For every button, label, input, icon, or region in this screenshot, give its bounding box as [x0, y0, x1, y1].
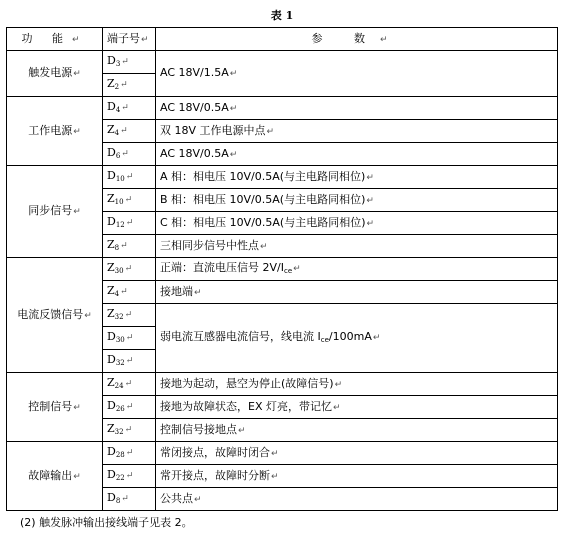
- paragraph-mark: ↵: [332, 402, 341, 413]
- param-cell: [156, 235, 558, 258]
- terminal-letter: Z: [107, 122, 115, 136]
- param-text: 公共点: [160, 491, 193, 505]
- terminal-cell: [103, 304, 156, 327]
- paragraph-mark: ↵: [125, 355, 134, 366]
- terminal-letter: Z: [107, 76, 115, 90]
- terminal-number: 4: [114, 128, 120, 137]
- terminal-cell: [103, 97, 156, 120]
- terminal-number: 30: [115, 335, 125, 344]
- terminal-letter: D: [107, 53, 116, 67]
- function-cell: [7, 258, 103, 373]
- paragraph-mark: ↵: [271, 471, 279, 482]
- header-terminal: 端子号↵: [103, 28, 156, 51]
- paragraph-mark: ↵: [121, 56, 129, 67]
- terminal-number: 28: [115, 450, 125, 459]
- param-cell: [156, 143, 558, 166]
- param-cell: [156, 442, 558, 465]
- header-function: 功 能↵: [7, 28, 103, 51]
- param-text: A 相：相电压 10V/0.5A(与主电路同相位): [160, 169, 366, 183]
- terminal-letter: Z: [107, 375, 115, 389]
- table-row: [7, 373, 558, 396]
- function-cell: [7, 373, 103, 442]
- param-text: 弱电流互感器电流信号，线电流 I: [160, 329, 321, 343]
- terminal-letter: Z: [107, 421, 115, 435]
- paragraph-mark: ↵: [73, 207, 81, 217]
- terminal-number: 4: [115, 105, 121, 114]
- paragraph-mark: ↵: [334, 379, 343, 390]
- terminal-cell: [103, 166, 156, 189]
- header-params: 参 数↵: [156, 28, 558, 51]
- param-cell: [156, 258, 558, 281]
- terminal-letter: D: [107, 168, 116, 182]
- function-cell: [7, 97, 103, 166]
- param-text: 控制信号接地点: [160, 422, 237, 436]
- param-text: 常开接点，故障时分断: [160, 468, 270, 482]
- table-row: [7, 442, 558, 465]
- terminal-letter: D: [107, 329, 116, 343]
- param-cell: [156, 120, 558, 143]
- terminal-number: 10: [114, 197, 124, 206]
- terminal-letter: D: [107, 444, 116, 458]
- paragraph-mark: ↵: [194, 494, 202, 505]
- paragraph-mark: ↵: [229, 149, 238, 160]
- terminal-cell: [103, 350, 156, 373]
- terminal-number: 6: [115, 151, 121, 160]
- param-text: AC 18V/0.5A: [160, 146, 229, 160]
- paragraph-mark: ↵: [121, 102, 129, 113]
- table-row: [7, 97, 558, 120]
- terminal-cell: [103, 419, 156, 442]
- terminal-cell: [103, 442, 156, 465]
- function-label: 控制信号: [28, 399, 73, 413]
- paragraph-mark: ↵: [125, 217, 134, 228]
- terminal-letter: D: [107, 398, 116, 412]
- terminal-cell: [103, 488, 156, 511]
- terminal-cell: [103, 396, 156, 419]
- terminal-cell: [103, 143, 156, 166]
- paragraph-mark: ↵: [121, 493, 129, 504]
- paragraph-mark: ↵: [372, 332, 381, 343]
- paragraph-mark: ↵: [229, 103, 238, 114]
- terminal-letter: Z: [107, 283, 115, 297]
- table-body: [7, 51, 558, 511]
- terminal-number: 32: [114, 427, 124, 436]
- terminal-cell: [103, 281, 156, 304]
- paragraph-mark: ↵: [366, 218, 375, 229]
- paragraph-mark: ↵: [73, 126, 81, 137]
- terminal-letter: D: [107, 490, 116, 504]
- paragraph-mark: ↵: [271, 448, 279, 459]
- paragraph-mark: ↵: [229, 69, 238, 79]
- param-cell: [156, 166, 558, 189]
- paragraph-mark: ↵: [120, 286, 128, 297]
- function-label: 工作电源: [28, 123, 73, 137]
- terminal-number: 22: [115, 473, 125, 482]
- terminal-number: 3: [115, 59, 121, 68]
- paragraph-mark: ↵: [120, 240, 128, 251]
- paragraph-mark: ↵: [84, 310, 92, 321]
- paragraph-mark: ↵: [124, 309, 133, 320]
- function-cell: [7, 442, 103, 511]
- terminal-number: 2: [114, 82, 120, 91]
- terminal-cell: [103, 212, 156, 235]
- terminal-spec-table: [6, 27, 558, 511]
- paragraph-mark: ↵: [125, 401, 134, 412]
- paragraph-mark: ↵: [73, 402, 81, 413]
- param-cell: [156, 304, 558, 373]
- param-text: 三相同步信号中性点: [160, 238, 259, 252]
- param-text: C 相：相电压 10V/0.5A(与主电路同相位): [160, 215, 366, 229]
- table-row: [7, 51, 558, 74]
- param-cell: [156, 51, 558, 97]
- param-subscript: ce: [283, 266, 293, 275]
- table-caption: 表 1: [270, 9, 294, 22]
- terminal-letter: D: [107, 352, 116, 366]
- param-cell: [156, 97, 558, 120]
- terminal-number: 8: [115, 496, 121, 505]
- terminal-cell: [103, 120, 156, 143]
- paragraph-mark: ↵: [366, 195, 374, 206]
- terminal-letter: Z: [107, 306, 115, 320]
- param-text: AC 18V/1.5A: [160, 66, 229, 79]
- terminal-letter: Z: [107, 237, 115, 251]
- terminal-cell: [103, 235, 156, 258]
- paragraph-mark: ↵: [73, 471, 81, 482]
- terminal-number: 24: [114, 381, 124, 390]
- paragraph-mark: ↵: [266, 126, 275, 137]
- paragraph-mark: ↵: [73, 69, 81, 79]
- terminal-letter: D: [107, 214, 116, 228]
- terminal-cell: [103, 189, 156, 212]
- param-cell: [156, 281, 558, 304]
- param-cell: [156, 212, 558, 235]
- function-cell: [7, 51, 103, 97]
- terminal-number: 32: [114, 312, 124, 321]
- param-text: 接地为起动，悬空为停止(故障信号): [160, 376, 334, 390]
- function-label: 电流反馈信号: [17, 307, 84, 321]
- paragraph-mark: ↵: [120, 125, 128, 136]
- param-text: 双 18V 工作电源中点: [160, 123, 266, 137]
- paragraph-mark: ↵: [121, 148, 129, 159]
- param-cell: [156, 189, 558, 212]
- param-subscript: ce: [320, 335, 329, 344]
- terminal-cell: [103, 373, 156, 396]
- param-cell: [156, 396, 558, 419]
- paragraph-mark: ↵: [238, 425, 246, 436]
- paragraph-mark: ↵: [124, 263, 133, 274]
- param-text: B 相：相电压 10V/0.5A(与主电路同相位): [160, 192, 366, 206]
- function-label: 触发电源: [28, 66, 73, 79]
- paragraph-mark: ↵: [120, 79, 128, 90]
- terminal-number: 32: [115, 358, 125, 367]
- terminal-number: 8: [114, 243, 120, 252]
- paragraph-mark: ↵: [125, 332, 134, 343]
- paragraph-mark: ↵: [124, 378, 133, 389]
- terminal-cell: [103, 74, 156, 97]
- terminal-letter: D: [107, 145, 116, 159]
- terminal-number: 12: [115, 220, 125, 229]
- paragraph-mark: ↵: [124, 194, 133, 205]
- param-text: 正端：直流电压信号 2V/I: [160, 260, 284, 274]
- terminal-cell: [103, 258, 156, 281]
- function-cell: [7, 166, 103, 258]
- terminal-letter: Z: [107, 260, 115, 274]
- param-cell: [156, 488, 558, 511]
- terminal-cell: [103, 51, 156, 74]
- terminal-number: 4: [114, 289, 120, 298]
- terminal-number: 30: [114, 266, 124, 275]
- footnote: (2) 触发脉冲输出接线端子见表 2。: [20, 516, 193, 529]
- param-cell: [156, 465, 558, 488]
- paragraph-mark: ↵: [260, 241, 268, 252]
- param-cell: [156, 373, 558, 396]
- param-text: 接地端: [160, 284, 193, 298]
- header-row: [7, 28, 558, 51]
- terminal-cell: [103, 327, 156, 350]
- terminal-cell: [103, 465, 156, 488]
- function-label: 同步信号: [28, 204, 73, 217]
- terminal-number: 10: [115, 174, 125, 183]
- terminal-number: 26: [115, 404, 125, 413]
- param-cell: [156, 419, 558, 442]
- terminal-letter: D: [107, 467, 116, 481]
- param-text: 常闭接点，故障时闭合: [160, 445, 270, 459]
- paragraph-mark: ↵: [366, 172, 374, 183]
- paragraph-mark: ↵: [125, 447, 134, 458]
- param-text: AC 18V/0.5A: [160, 100, 229, 114]
- paragraph-mark: ↵: [125, 470, 134, 481]
- terminal-letter: Z: [107, 191, 115, 205]
- table-row: [7, 166, 558, 189]
- function-label: 故障输出: [28, 468, 73, 482]
- paragraph-mark: ↵: [124, 424, 133, 435]
- terminal-letter: D: [107, 99, 116, 113]
- paragraph-mark: ↵: [293, 263, 301, 274]
- paragraph-mark: ↵: [125, 171, 134, 182]
- table-row: [7, 258, 558, 281]
- paragraph-mark: ↵: [194, 287, 202, 298]
- param-tail: /100mA: [328, 329, 372, 343]
- param-text: 接地为故障状态，EX 灯亮，带记忆: [160, 399, 332, 413]
